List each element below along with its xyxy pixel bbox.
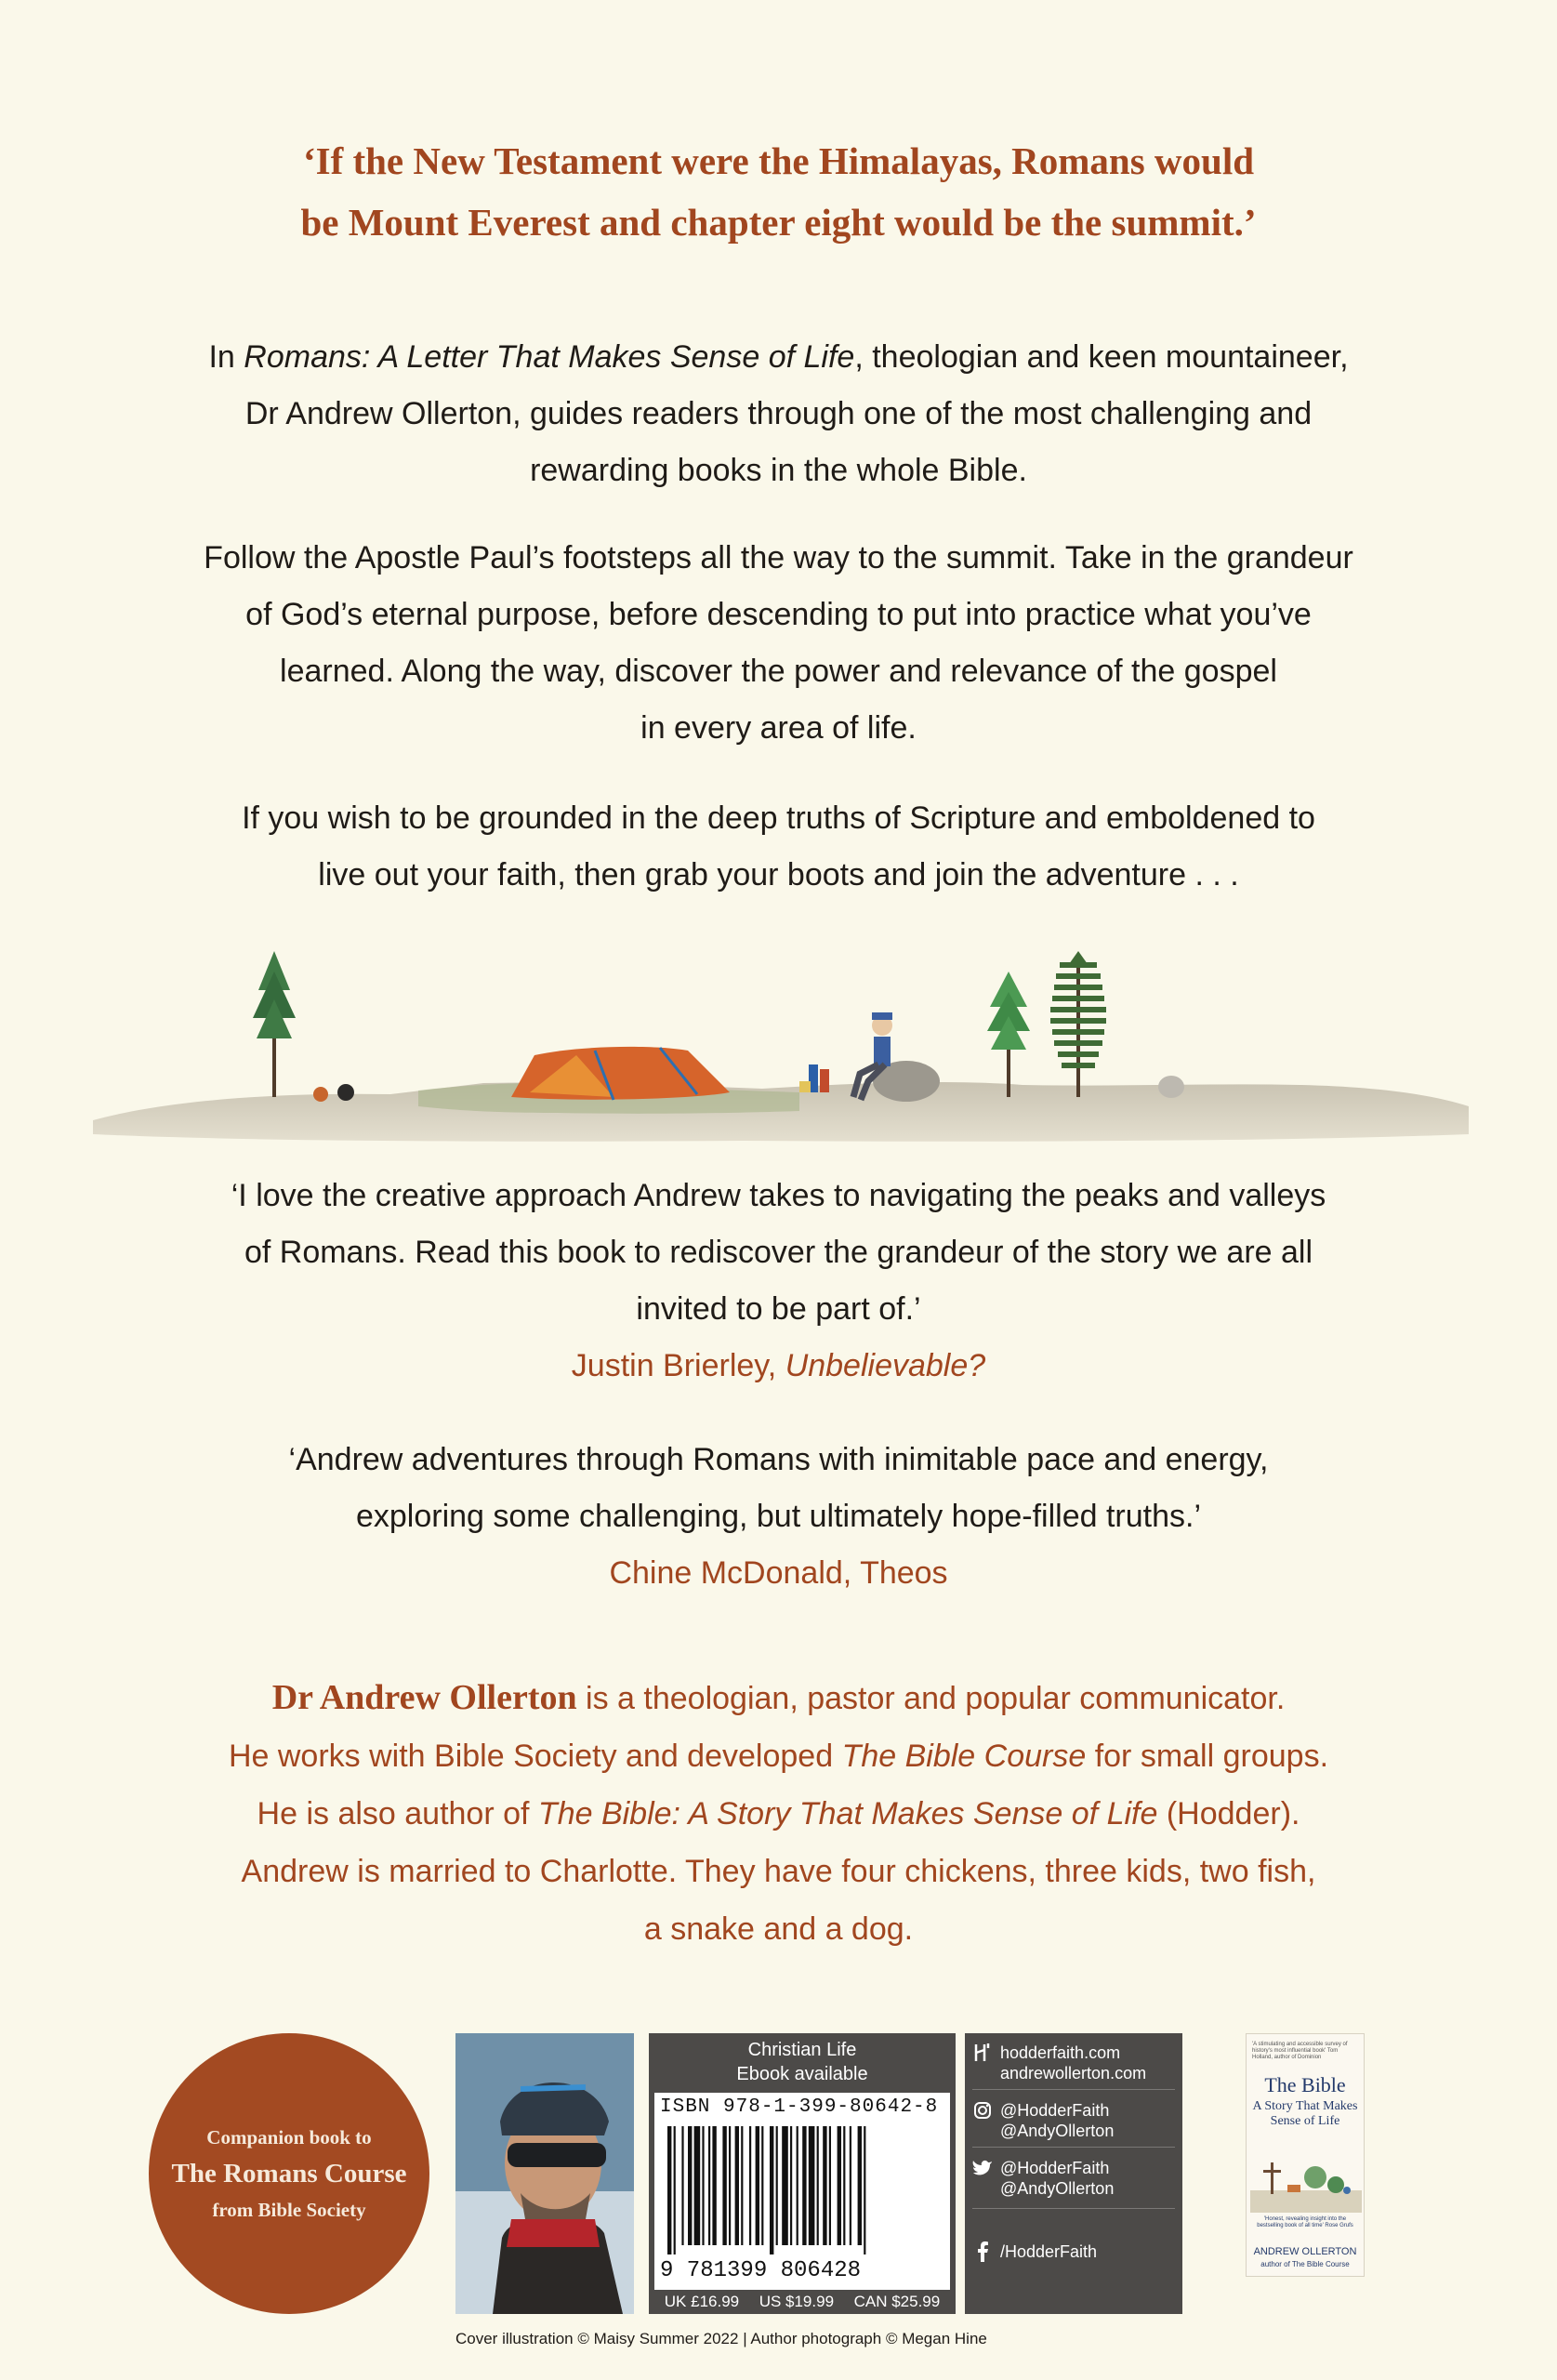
- quote1-author: Justin Brierley,: [571, 1348, 785, 1383]
- barcode-bar: [809, 2126, 815, 2245]
- author-photo: [455, 2033, 634, 2314]
- testimonial-brierley: [139, 1168, 1418, 1395]
- bio-line-2c: for small groups.: [1086, 1739, 1329, 1774]
- book-ad-subtitle-2: Sense of Life: [1270, 2114, 1340, 2128]
- instagram-icon: [972, 2100, 993, 2121]
- book-ad-review: 'Honest, revealing insight into the bestselling book of all time' Rose Grufs: [1257, 2216, 1353, 2228]
- instagram-hodder[interactable]: @HodderFaith: [1000, 2101, 1110, 2120]
- barcode-bar: [782, 2126, 788, 2245]
- barcode-bar: [823, 2126, 826, 2245]
- backpack-icon: [799, 1064, 829, 1092]
- quote2-line-1: ‘Andrew adventures through Romans with inimitable pace and energy,: [288, 1442, 1269, 1477]
- quote1-line-1: ‘I love the creative approach Andrew takes to navigating the peaks and valleys: [231, 1178, 1326, 1213]
- category-label: Christian Life: [747, 2040, 857, 2060]
- instagram-author[interactable]: @AndyOllerton: [1000, 2122, 1115, 2140]
- instagram-row: [972, 2100, 1114, 2141]
- barcode-bar: [864, 2126, 865, 2254]
- barcode-bar: [749, 2126, 751, 2245]
- badge-line-3: from Bible Society: [212, 2198, 366, 2221]
- barcode-bar: [735, 2126, 739, 2245]
- summit-line-1: Follow the Apostle Paul’s footsteps all the way to the summit. Take in the grandeur: [204, 540, 1353, 575]
- isbn-label: ISBN 978-1-399-80642-8: [660, 2096, 939, 2118]
- badge-line-2: The Romans Course: [171, 2158, 407, 2188]
- barcode-bar: [843, 2126, 845, 2245]
- quote1-line-3: invited to be part of.’: [636, 1291, 921, 1327]
- twitter-icon: [972, 2158, 993, 2178]
- headline-line-1: ‘If the New Testament were the Himalayas, Romans would: [302, 139, 1255, 182]
- tree-left-icon: [253, 951, 296, 1097]
- quote2-line-2: exploring some challenging, but ultimately hope-filled truths.’: [355, 1499, 1202, 1534]
- bio-line-3a: He is also author of: [257, 1796, 538, 1831]
- barcode-bar: [741, 2126, 743, 2245]
- author-name: Dr Andrew Ollerton: [271, 1678, 577, 1717]
- book-ad-tagline: author of The Bible Course: [1260, 2260, 1350, 2268]
- quote1-attribution: [139, 1338, 1418, 1395]
- barcode-panel: [654, 2093, 950, 2290]
- bio-course-title: The Bible Course: [841, 1739, 1087, 1774]
- hodder-logo-icon: [972, 2043, 993, 2063]
- barcode-bar: [694, 2126, 701, 2245]
- hiker-icon: [853, 1012, 940, 1102]
- intro-paragraph: [139, 329, 1418, 499]
- badge-line-1: Companion book to: [206, 2125, 372, 2149]
- quote2-attribution: Chine McDonald, Theos: [609, 1555, 948, 1591]
- bio-line-5: a snake and a dog.: [643, 1911, 914, 1947]
- barcode-bar: [756, 2126, 759, 2245]
- companion-book-badge: [149, 2033, 429, 2314]
- summit-line-4: in every area of life.: [640, 710, 917, 746]
- adventure-line-2: live out your faith, then grab your boots and join the adventure . . .: [318, 857, 1239, 892]
- barcode-bar: [858, 2126, 862, 2245]
- cover-credits: Cover illustration © Maisy Summer 2022 | Author photograph © Megan Hine: [455, 2330, 987, 2347]
- landscape-illustration: [93, 934, 1469, 1148]
- barcode-bar: [667, 2126, 671, 2254]
- twitter-hodder[interactable]: @HodderFaith: [1000, 2159, 1110, 2177]
- pricing-info-box: [649, 2033, 956, 2314]
- testimonial-mcdonald: [139, 1432, 1418, 1602]
- barcode-bar: [790, 2126, 792, 2245]
- adventure-line-1: If you wish to be grounded in the deep truths of Scripture and emboldened to: [242, 800, 1315, 836]
- barcode-bar: [770, 2126, 773, 2254]
- barcode-bar: [761, 2126, 763, 2245]
- bio-line-4: Andrew is married to Charlotte. They have four chickens, three kids, two fish,: [241, 1854, 1316, 1889]
- author-bio: [139, 1669, 1418, 1958]
- bio-line-2a: He works with Bible Society and developed: [228, 1739, 842, 1774]
- intro-post: , theologian and keen mountaineer,: [854, 339, 1349, 375]
- intro-line-3: rewarding books in the whole Bible.: [530, 453, 1027, 488]
- barcode-bar: [776, 2126, 778, 2245]
- headline-quote: [0, 130, 1557, 253]
- websites-row: [972, 2043, 1146, 2083]
- divider: [972, 2089, 1175, 2090]
- price-uk: UK £16.99: [664, 2293, 740, 2310]
- facebook-hodder[interactable]: /HodderFaith: [1000, 2242, 1098, 2261]
- price-row: [654, 2293, 950, 2311]
- related-book-cover: [1246, 2033, 1365, 2277]
- book-ad-illustration-icon: [1250, 2144, 1362, 2213]
- tent-icon: [511, 1047, 730, 1100]
- website-author[interactable]: andrewollerton.com: [1000, 2064, 1147, 2082]
- bio-book-title: The Bible: A Story That Makes Sense of Life: [537, 1796, 1158, 1831]
- price-us: US $19.99: [759, 2293, 835, 2310]
- book-ad-subtitle-1: A Story That Makes: [1252, 2099, 1358, 2113]
- barcode-bar: [712, 2126, 716, 2245]
- barcode-bar: [722, 2126, 726, 2245]
- barcode-bar: [729, 2126, 731, 2245]
- twitter-author[interactable]: @AndyOllerton: [1000, 2179, 1115, 2198]
- bio-line-1: is a theologian, pastor and popular communicator.: [576, 1681, 1286, 1716]
- summit-line-2: of God’s eternal purpose, before descending to put into practice what you’ve: [245, 597, 1312, 632]
- barcode-bar: [681, 2126, 683, 2245]
- barcode-bar: [702, 2126, 704, 2245]
- barcode-digits: 9 781399 806428: [660, 2258, 862, 2283]
- ebook-label: Ebook available: [736, 2064, 868, 2084]
- tree-middle-icon: [987, 972, 1030, 1097]
- twitter-row: [972, 2158, 1114, 2199]
- adventure-paragraph: [139, 790, 1418, 904]
- book-ad-title: The Bible: [1264, 2073, 1346, 2096]
- intro-line-2: Dr Andrew Ollerton, guides readers through one of the most challenging and: [244, 396, 1313, 431]
- price-can: CAN $25.99: [853, 2293, 941, 2310]
- barcode-bar: [817, 2126, 819, 2245]
- barcode-bar: [838, 2126, 841, 2245]
- tree-right-icon: [1050, 951, 1106, 1097]
- quote1-line-2: of Romans. Read this book to rediscover the grandeur of the story we are all: [244, 1235, 1313, 1270]
- intro-book-title: Romans: A Letter That Makes Sense of Life: [244, 339, 855, 375]
- barcode-bar: [674, 2126, 676, 2254]
- facebook-icon: [972, 2241, 993, 2262]
- barcode-bar: [802, 2126, 806, 2245]
- facebook-row: [972, 2241, 1097, 2262]
- barcode-icon: [660, 2126, 944, 2254]
- book-ad-author: ANDREW OLLERTON: [1253, 2246, 1357, 2257]
- barcode-bar: [797, 2126, 798, 2245]
- barcode-bar: [829, 2126, 831, 2245]
- intro-pre: In: [208, 339, 244, 375]
- summit-line-3: learned. Along the way, discover the power and relevance of the gospel: [280, 654, 1277, 689]
- bio-line-3c: (Hodder).: [1157, 1796, 1300, 1831]
- headline-line-2: be Mount Everest and chapter eight would be the summit.’: [300, 201, 1257, 244]
- divider: [972, 2208, 1175, 2209]
- book-ad-blurb: 'A stimulating and accessible survey of history's most influential book' Tom Holland, author of Dominion: [1252, 2042, 1348, 2060]
- summit-paragraph: [139, 530, 1418, 757]
- barcode-bar: [708, 2126, 710, 2245]
- barcode-bar: [688, 2126, 692, 2245]
- barcode-bar: [850, 2126, 851, 2245]
- website-hodder[interactable]: hodderfaith.com: [1000, 2043, 1121, 2062]
- social-links-box: [965, 2033, 1182, 2314]
- divider: [972, 2147, 1175, 2148]
- quote1-source: Unbelievable?: [785, 1348, 986, 1383]
- book-ad-subtitle: [1247, 2099, 1364, 2129]
